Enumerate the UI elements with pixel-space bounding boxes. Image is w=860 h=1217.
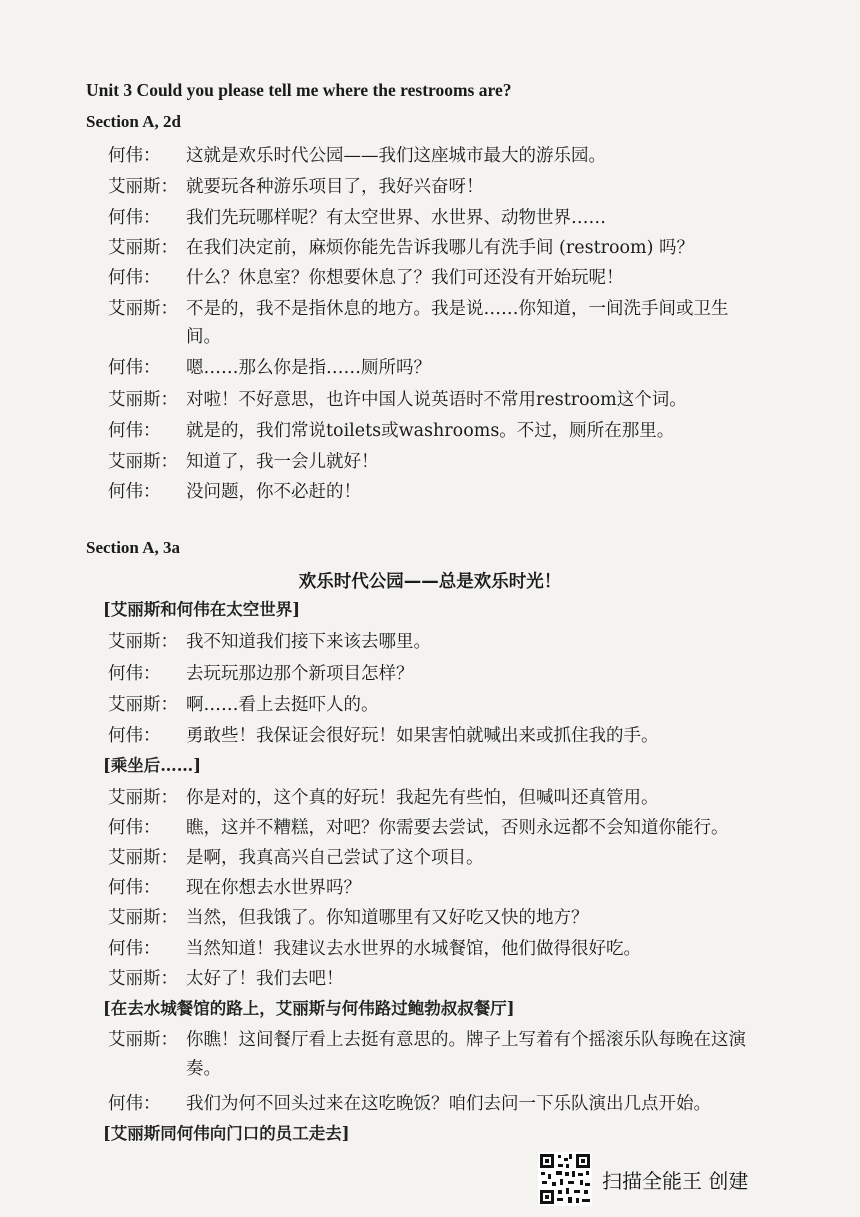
utterance: 当然知道！我建议去水世界的水城餐馆，他们做得很好吃。	[186, 939, 641, 959]
utterance: 我们为何不回头过来在这吃晚饭？咱们去问一下乐队演出几点开始。	[186, 1094, 711, 1114]
utterance: 对啦！不好意思，也许中国人说英语时不常用restroom这个词。	[186, 390, 687, 410]
utterance: 什么？休息室？你想要休息了？我们可还没有开始玩呢！	[186, 268, 624, 288]
section-3a-title: Section A, 3a	[86, 538, 180, 557]
speaker: 何伟：	[108, 358, 161, 378]
utterance: 勇敢些！我保证会很好玩！如果害怕就喊出来或抓住我的手。	[186, 726, 659, 746]
utterance: 我们先玩哪样呢？有太空世界、水世界、动物世界……	[186, 208, 606, 228]
utterance: 嗯……那么你是指……厕所吗？	[186, 358, 431, 378]
speaker: 何伟：	[108, 208, 161, 228]
dialogue-line	[108, 452, 379, 472]
speaker: 艾丽斯：	[108, 695, 178, 715]
stage-direction: [艾丽斯和何伟在太空世界]	[103, 600, 301, 619]
utterance: 没问题，你不必赶的！	[186, 482, 361, 502]
utterance: 不是的，我不是指休息的地方。我是说……你知道，一间洗手间或卫生	[186, 299, 729, 319]
dialogue-line	[108, 177, 484, 197]
dialogue-line	[108, 632, 431, 652]
utterance: 这就是欢乐时代公园——我们这座城市最大的游乐园。	[186, 146, 606, 166]
dialogue-line	[108, 939, 641, 959]
utterance: 去玩玩那边那个新项目怎样？	[186, 664, 414, 684]
unit-title: Unit 3 Could you please tell me where the restrooms are?	[86, 80, 512, 100]
dialogue-line	[108, 1030, 746, 1050]
dialogue-line	[108, 208, 606, 228]
dialogue-line	[108, 695, 379, 715]
stage-direction: [在去水城餐馆的路上，艾丽斯与何伟路过鲍勃叔叔餐厅]	[103, 999, 515, 1018]
dialogue-line	[108, 1094, 711, 1114]
speaker: 艾丽斯：	[108, 1030, 178, 1050]
speaker: 艾丽斯：	[108, 788, 178, 808]
dialogue-line	[108, 848, 484, 868]
scanner-watermark	[538, 1152, 748, 1206]
dialogue-line	[108, 878, 361, 898]
speaker: 何伟：	[108, 1094, 161, 1114]
dialogue-continuation: 间。	[186, 327, 221, 347]
speaker: 何伟：	[108, 482, 161, 502]
dialogue-line	[108, 969, 344, 989]
utterance: 就要玩各种游乐项目了，我好兴奋呀！	[186, 177, 484, 197]
dialogue-line	[108, 238, 694, 258]
dialogue-line	[108, 390, 687, 410]
utterance: 啊……看上去挺吓人的。	[186, 695, 379, 715]
utterance: 现在你想去水世界吗？	[186, 878, 361, 898]
dialogue-continuation: 奏。	[186, 1059, 221, 1079]
speaker: 何伟：	[108, 878, 161, 898]
speaker: 艾丽斯：	[108, 632, 178, 652]
utterance: 就是的，我们常说toilets或washrooms。不过，厕所在那里。	[186, 421, 675, 441]
dialogue-line	[108, 664, 414, 684]
stage-direction: [乘坐后……]	[103, 756, 202, 775]
utterance: 知道了，我一会儿就好！	[186, 452, 379, 472]
utterance: 瞧，这并不糟糕，对吧？你需要去尝试，否则永远都不会知道你能行。	[186, 818, 729, 838]
speaker: 何伟：	[108, 421, 161, 441]
utterance: 当然，但我饿了。你知道哪里有又好吃又快的地方？	[186, 908, 589, 928]
dialogue-line	[108, 818, 729, 838]
speaker: 何伟：	[108, 664, 161, 684]
speaker: 艾丽斯：	[108, 452, 178, 472]
speaker: 艾丽斯：	[108, 390, 178, 410]
stage-direction: [艾丽斯同何伟向门口的员工走去]	[103, 1124, 350, 1143]
dialogue-line	[108, 268, 624, 288]
utterance: 你是对的，这个真的好玩！我起先有些怕，但喊叫还真管用。	[186, 788, 659, 808]
speaker: 何伟：	[108, 146, 161, 166]
dialogue-line	[108, 421, 674, 441]
speaker: 艾丽斯：	[108, 969, 178, 989]
speaker: 何伟：	[108, 726, 161, 746]
speaker: 艾丽斯：	[108, 238, 178, 258]
dialogue-line	[108, 358, 431, 378]
speaker: 何伟：	[108, 818, 161, 838]
dialogue-line	[108, 482, 361, 502]
speaker: 艾丽斯：	[108, 848, 178, 868]
speaker: 艾丽斯：	[108, 177, 178, 197]
dialogue-line	[108, 726, 659, 746]
utterance: 我不知道我们接下来该去哪里。	[186, 632, 431, 652]
speaker: 何伟：	[108, 939, 161, 959]
section-2d-title: Section A, 2d	[86, 112, 181, 131]
dialogue-line	[108, 908, 589, 928]
dialogue-line	[108, 299, 729, 319]
utterance: 太好了！我们去吧！	[186, 969, 344, 989]
speaker: 艾丽斯：	[108, 299, 178, 319]
utterance: 在我们决定前，麻烦你能先告诉我哪儿有洗手间 (restroom) 吗？	[186, 238, 695, 258]
watermark-text: 扫描全能王 创建	[602, 1168, 749, 1193]
dialogue-line	[108, 146, 606, 166]
qr-code-icon	[538, 1152, 592, 1206]
utterance: 你瞧！这间餐厅看上去挺有意思的。牌子上写着有个摇滚乐队每晚在这演	[186, 1030, 746, 1050]
dialogue-line	[108, 788, 659, 808]
utterance: 是啊，我真高兴自己尝试了这个项目。	[186, 848, 484, 868]
passage-heading: 欢乐时代公园——总是欢乐时光！	[298, 572, 562, 592]
speaker: 何伟：	[108, 268, 161, 288]
speaker: 艾丽斯：	[108, 908, 178, 928]
